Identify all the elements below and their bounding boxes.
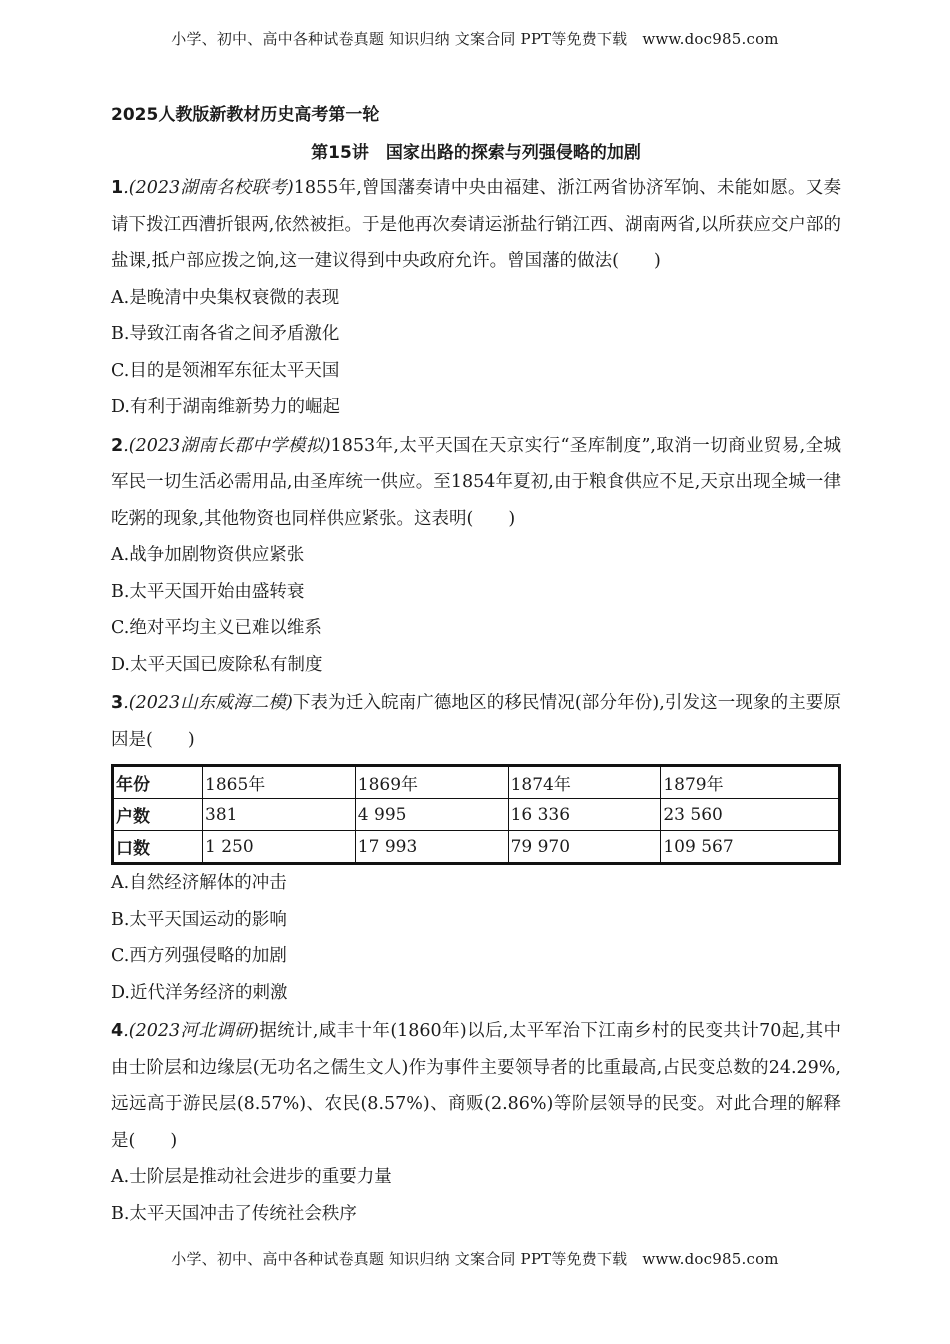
- table-cell: 年份: [113, 766, 203, 799]
- question-stem: [111, 1013, 841, 1159]
- table-cell: 109 567: [661, 831, 840, 864]
- question-text: 据统计,咸丰十年(1860年)以后,太平军治下江南乡村的民变共计70起,其中由士阶层和边缘层(无功名之儒生文人)作为事件主要领导者的比重最高,占民变总数的24.29%,远远高于游民层(8.57%)、农民(8.57%)、商贩(2.86%)等阶层领导的民变。对此合理的解释是( ): [111, 1021, 841, 1151]
- question-2: [111, 428, 841, 684]
- question-stem: [111, 428, 841, 538]
- document-body: [111, 100, 841, 1232]
- question-stem: [111, 170, 841, 280]
- question-number: 4: [111, 1021, 124, 1041]
- option-b[interactable]: B.导致江南各省之间矛盾激化: [111, 324, 340, 344]
- question-source: .(2023湖南名校联考): [123, 178, 294, 198]
- option-a[interactable]: A.战争加剧物资供应紧张: [111, 545, 305, 565]
- question-number: 2: [111, 435, 124, 456]
- table-cell: 1874年: [508, 766, 661, 799]
- table-row: [113, 766, 840, 799]
- table-row: [113, 831, 840, 864]
- table-cell: 23 560: [661, 799, 840, 831]
- question-source: .(2023山东威海二模): [123, 693, 293, 713]
- option-b[interactable]: B.太平天国开始由盛转衰: [111, 581, 305, 602]
- table-cell: 16 336: [508, 799, 661, 831]
- question-number: 1: [111, 178, 124, 198]
- question-text: 1853年,太平天国在天京实行“圣库制度”,取消一切商业贸易,全城军民一切生活必需用品,由圣库统一供应。至1854年夏初,由于粮食供应不足,天京出现全城一律吃粥的现象,其他物资也同样供应紧张。这表明( ): [111, 435, 841, 529]
- question-text: 1855年,曾国藩奏请中央由福建、浙江两省协济军饷、未能如愿。又奏请下拨江西漕折银两,依然被拒。于是他再次奏请运浙盐行销江西、湖南两省,以所获应交户部的盐课,抵户部应拨之饷,这一建议得到中央政府允许。曾国藩的做法( ): [111, 178, 841, 271]
- option-b[interactable]: B.太平天国运动的影响: [111, 909, 287, 930]
- table-cell: 1879年: [661, 766, 840, 799]
- question-source: .(2023河北调研): [123, 1021, 259, 1041]
- page-header: [0, 28, 950, 49]
- question-text: 下表为迁入皖南广德地区的移民情况(部分年份),引发这一现象的主要原因是( ): [111, 693, 841, 750]
- page-footer: [0, 1248, 950, 1269]
- table-cell: 381: [203, 799, 356, 831]
- table-cell: 户数: [113, 799, 203, 831]
- footer-text: 小学、初中、高中各种试卷真题 知识归纳 文案合同 PPT等免费下载: [171, 1250, 628, 1268]
- question-3: [111, 685, 841, 1011]
- option-a[interactable]: A.是晚清中央集权衰微的表现: [111, 287, 340, 308]
- footer-link[interactable]: www.doc985.com: [642, 1250, 779, 1268]
- table-cell: 1865年: [203, 766, 356, 799]
- option-b[interactable]: B.太平天国冲击了传统社会秩序: [111, 1203, 357, 1224]
- header-link[interactable]: www.doc985.com: [642, 30, 779, 48]
- option-a[interactable]: A.士阶层是推动社会进步的重要力量: [111, 1167, 392, 1187]
- option-c[interactable]: C.西方列强侵略的加剧: [111, 946, 287, 966]
- question-number: 3: [111, 693, 124, 713]
- document-title: 2025人教版新教材历史高考第一轮: [111, 105, 380, 125]
- migration-table: [111, 764, 841, 865]
- option-c[interactable]: C.目的是领湘军东征太平天国: [111, 360, 340, 381]
- lesson-title: 第15讲 国家出路的探索与列强侵略的加剧: [311, 143, 641, 163]
- option-d[interactable]: D.有利于湖南维新势力的崛起: [111, 397, 340, 417]
- question-1: [111, 170, 841, 426]
- table-cell: 1 250: [203, 831, 356, 864]
- table-cell: 1869年: [355, 766, 508, 799]
- option-c[interactable]: C.绝对平均主义已难以维系: [111, 618, 322, 638]
- header-text: 小学、初中、高中各种试卷真题 知识归纳 文案合同 PPT等免费下载: [171, 30, 628, 48]
- table-row: [113, 799, 840, 831]
- option-d[interactable]: D.太平天国已废除私有制度: [111, 654, 323, 675]
- question-stem: [111, 685, 841, 758]
- table-cell: 79 970: [508, 831, 661, 864]
- table-cell: 4 995: [355, 799, 508, 831]
- option-d[interactable]: D.近代洋务经济的刺激: [111, 982, 288, 1003]
- table-cell: 17 993: [355, 831, 508, 864]
- question-4: [111, 1013, 841, 1232]
- table-cell: 口数: [113, 831, 203, 864]
- question-source: .(2023湖南长郡中学模拟): [123, 435, 331, 456]
- option-a[interactable]: A.自然经济解体的冲击: [111, 873, 287, 893]
